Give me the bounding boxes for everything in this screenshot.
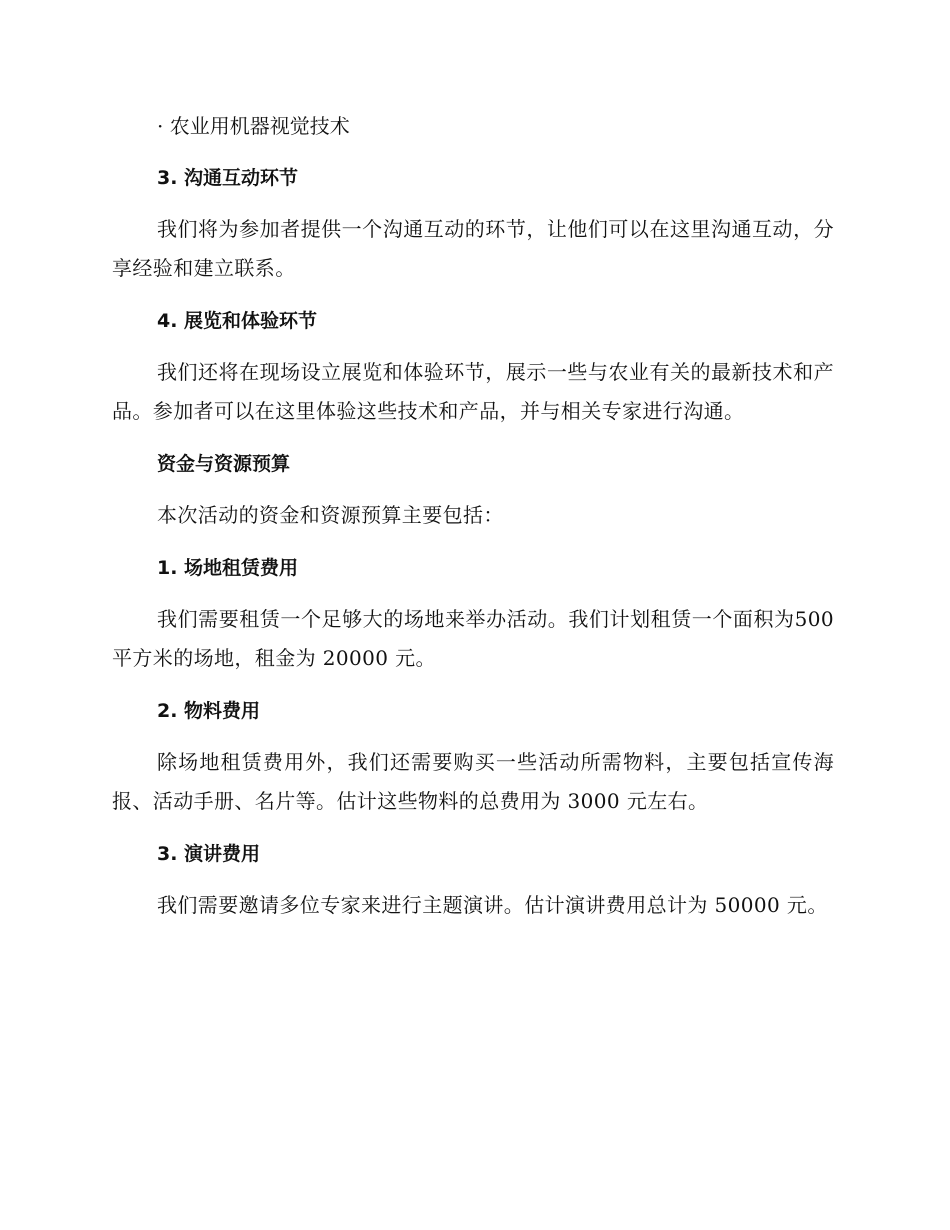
section-heading-budget: 资金与资源预算 xyxy=(157,453,291,475)
paragraph-communication: 我们将为参加者提供一个沟通互动的环节，让他们可以在这里沟通互动，分享经验和建立联系。 xyxy=(112,217,834,280)
paragraph-venue-cost: 我们需要租赁一个足够大的场地来举办活动。我们计划租赁一个面积为500 平方米的场地，租金为 20000 元。 xyxy=(112,607,834,670)
section-heading-venue-cost: 1. 场地租赁费用 xyxy=(157,557,299,579)
paragraph-speech-cost: 我们需要邀请多位专家来进行主题演讲。估计演讲费用总计为 50000 元。 xyxy=(157,893,828,917)
paragraph-budget-intro: 本次活动的资金和资源预算主要包括： xyxy=(157,503,504,527)
document-body xyxy=(112,106,834,938)
section-heading-speech-cost: 3. 演讲费用 xyxy=(157,843,261,865)
paragraph-exhibition: 我们还将在现场设立展览和体验环节，展示一些与农业有关的最新技术和产品。参加者可以在这里体验这些技术和产品，并与相关专家进行沟通。 xyxy=(112,360,834,423)
section-heading-communication: 3. 沟通互动环节 xyxy=(157,167,299,189)
bullet-item-machine-vision: · 农业用机器视觉技术 xyxy=(157,114,350,138)
section-heading-exhibition: 4. 展览和体验环节 xyxy=(157,310,318,332)
section-heading-material-cost: 2. 物料费用 xyxy=(157,700,261,722)
paragraph-material-cost: 除场地租赁费用外，我们还需要购买一些活动所需物料，主要包括宣传海报、活动手册、名片等。估计这些物料的总费用为 3000 元左右。 xyxy=(112,750,834,813)
